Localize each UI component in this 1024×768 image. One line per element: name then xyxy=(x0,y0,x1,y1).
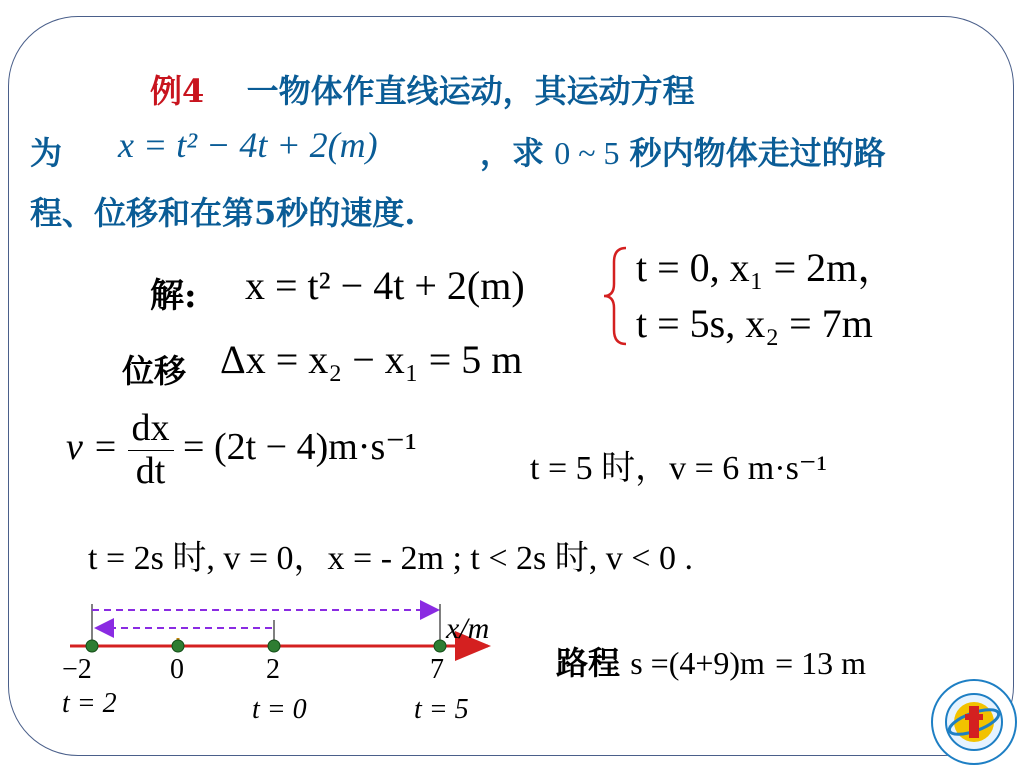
velocity-equation xyxy=(66,408,417,493)
point-neg2 xyxy=(86,640,98,652)
problem-line-2 xyxy=(30,128,62,174)
time-label-2: t = 0 xyxy=(252,694,307,725)
college-logo xyxy=(930,678,1018,766)
velocity-fraction xyxy=(128,408,174,493)
time-label-7: t = 5 xyxy=(414,694,469,725)
condition-brace xyxy=(600,244,630,348)
condition-1: t = 0, x₁ = 2m， xyxy=(636,245,898,290)
condition-2: t = 5s, x₂ = 7m xyxy=(636,301,873,346)
velocity-rhs: = (2t − 4)m·s⁻¹ xyxy=(183,426,417,469)
distance-expr: s =(4+9)m xyxy=(630,645,765,681)
problem-line-2-tail xyxy=(480,128,886,174)
solution-equation: x = t² − 4t + 2(m) xyxy=(245,263,525,308)
problem-text-2-post: ，求 xyxy=(480,134,545,172)
distance-line xyxy=(556,638,866,684)
problem-line-1 xyxy=(150,66,695,112)
solution-label: 解: xyxy=(150,276,197,316)
point-7 xyxy=(434,640,446,652)
displacement-label: 位移 xyxy=(122,352,187,390)
example-label: 例4 xyxy=(150,72,205,110)
tick-label-0: 0 xyxy=(170,654,184,685)
point-2 xyxy=(268,640,280,652)
tick-label-neg2: −2 xyxy=(62,654,92,685)
problem-text-2-tail: 秒内物体走过的路 xyxy=(629,134,886,172)
displacement-equation: Δx = x₂ − x₁ = 5 m xyxy=(220,337,523,382)
velocity-numerator: dx xyxy=(128,408,174,451)
problem-range: 0 ~ 5 xyxy=(554,135,620,171)
problem-line-3: 程、位移和在第5秒的速度. xyxy=(30,194,416,232)
time-label-neg2: t = 2 xyxy=(62,688,117,719)
velocity-denominator: dt xyxy=(135,449,166,492)
condition-line: t = 2s 时, v = 0，x = - 2m ; t < 2s 时, v < 0 . xyxy=(88,540,693,577)
point-0 xyxy=(172,640,184,652)
velocity-lhs: v = xyxy=(66,426,119,469)
tick-label-7: 7 xyxy=(430,654,444,685)
problem-equation: x = t² − 4t + 2(m) xyxy=(118,125,378,165)
velocity-at-5s: t = 5 时，v = 6 m·s⁻¹ xyxy=(530,450,827,487)
axis-label: x/m xyxy=(446,612,490,645)
problem-text-1: 一物体作直线运动，其运动方程 xyxy=(246,72,695,110)
problem-text-2-pre: 为 xyxy=(30,134,63,172)
tick-label-2: 2 xyxy=(266,654,280,685)
distance-label: 路程 xyxy=(556,644,621,682)
distance-result: = 13 m xyxy=(775,645,867,681)
